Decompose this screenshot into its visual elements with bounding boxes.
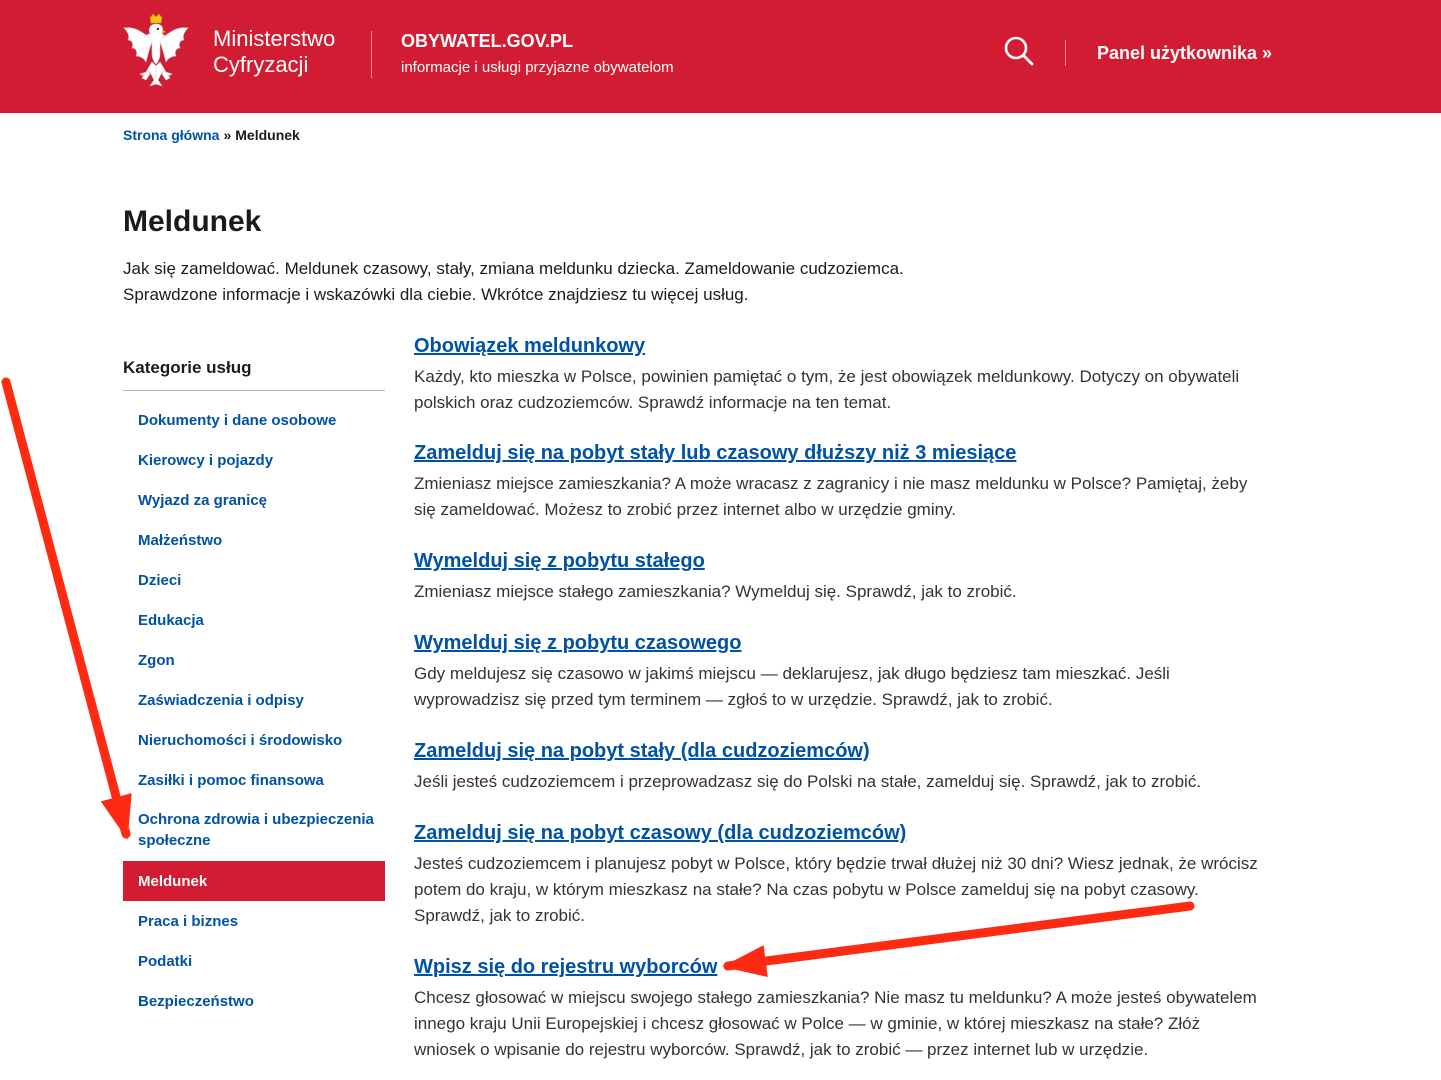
header-divider <box>1065 40 1066 66</box>
breadcrumb-current: Meldunek <box>235 127 300 143</box>
intro-line: Sprawdzone informacje i wskazówki dla ciebie. Wkrótce znajdziesz tu więcej usług. <box>123 285 749 304</box>
sidebar-item-zaświadczenia-i-odpisy[interactable]: Zaświadczenia i odpisy <box>138 691 304 709</box>
service-description: Chcesz głosować w miejscu swojego stałego zamieszkania? Nie masz tu meldunku? A może jesteś obywatelem innego kraju Unii Europejskiej i chcesz głosować w Polce — w gminie, w której mieszkasz na stałe? Złóż wniosek o wpisanie do rejestru wyborców. Sprawdź, jak to zrobić — przez internet lub w urzędzie. <box>414 988 1257 1059</box>
service-title-link[interactable]: Obowiązek meldunkowy <box>414 335 646 357</box>
service-title-link[interactable]: Wymelduj się z pobytu stałego <box>414 550 705 572</box>
service-description: Zmieniasz miejsce zamieszkania? A może wracasz z zagranicy i nie masz meldunku w Polsce? Pamiętaj, żeby się zameldować. Możesz to zrobić przez internet albo w urzędzie gminy. <box>414 474 1248 519</box>
service-item <box>414 547 1264 605</box>
sidebar-item-wyjazd-za-granicę[interactable]: Wyjazd za granicę <box>138 491 267 509</box>
service-item <box>414 953 1264 1063</box>
portal-name: OBYWATEL.GOV.PL <box>401 31 574 51</box>
site-header <box>0 0 1441 113</box>
user-panel-link[interactable]: Panel użytkownika » <box>1097 43 1273 63</box>
service-item <box>414 332 1264 416</box>
search-icon <box>1002 34 1036 68</box>
service-description: Zmieniasz miejsce stałego zamieszkania? Wymelduj się. Sprawdź, jak to zrobić. <box>414 582 1017 601</box>
sidebar-item-zasiłki-i-pomoc-finansowa[interactable]: Zasiłki i pomoc finansowa <box>138 771 324 789</box>
breadcrumb <box>123 126 300 144</box>
breadcrumb-separator: » <box>223 127 232 143</box>
service-item <box>414 819 1264 929</box>
sidebar-item-dokumenty-i-dane-osobowe[interactable]: Dokumenty i dane osobowe <box>138 411 337 429</box>
sidebar-item-nieruchomości-i-środowisko[interactable]: Nieruchomości i środowisko <box>138 731 343 749</box>
sidebar-item-kierowcy-i-pojazdy[interactable]: Kierowcy i pojazdy <box>138 451 274 469</box>
sidebar-item-podatki[interactable]: Podatki <box>138 952 193 970</box>
service-title-link[interactable]: Zamelduj się na pobyt stały (dla cudzoziemców) <box>414 740 870 762</box>
service-item <box>414 629 1264 713</box>
breadcrumb-home-link[interactable]: Strona główna <box>123 127 220 143</box>
search-button[interactable] <box>1002 34 1036 68</box>
service-description: Gdy meldujesz się czasowo w jakimś miejscu — deklarujesz, jak długo będziesz tam mieszkać. Jeśli wyprowadzisz się przed tym terminem — zgłoś to w urzędzie. Sprawdź, jak to zrobić. <box>414 664 1170 709</box>
sidebar-item-małżeństwo[interactable]: Małżeństwo <box>138 531 223 549</box>
service-item <box>414 737 1264 795</box>
service-title-link[interactable]: Zamelduj się na pobyt stały lub czasowy dłuższy niż 3 miesiące <box>414 442 1017 464</box>
service-description: Jeśli jesteś cudzoziemcem i przeprowadzasz się do Polski na stałe, zamelduj się. Sprawdź, jak to zrobić. <box>414 772 1202 791</box>
portal-brand[interactable] <box>401 30 674 78</box>
header-divider <box>371 31 372 78</box>
service-description: Jesteś cudzoziemcem i planujesz pobyt w Polsce, który będzie trwał dłużej niż 30 dni? Wiesz jednak, że wrócisz potem do kraju, w którym mieszkasz na stałe? Na czas pobytu w Polsce zamelduj się na pobyt czasowy. Sprawdź, jak to zrobić. <box>414 854 1258 925</box>
sidebar-item-ochrona-zdrowia-i-ubezpieczenia-społeczne[interactable]: Ochrona zdrowia i ubezpieczenia społeczne <box>138 811 374 849</box>
sidebar-item-bezpieczeństwo[interactable]: Bezpieczeństwo <box>138 992 254 1010</box>
ministry-line1: Ministerstwo <box>213 26 336 51</box>
sidebar-item-edukacja[interactable]: Edukacja <box>138 611 204 629</box>
ministry-name[interactable] <box>213 26 335 78</box>
page-title: Meldunek <box>123 205 262 238</box>
service-title-link[interactable]: Zamelduj się na pobyt czasowy (dla cudzoziemców) <box>414 822 907 844</box>
sidebar-item-meldunek[interactable]: Meldunek <box>123 861 385 901</box>
sidebar-item-praca-i-biznes[interactable]: Praca i biznes <box>138 912 239 930</box>
category-sidebar <box>123 356 385 1021</box>
polish-eagle-logo[interactable] <box>122 14 190 88</box>
service-title-link[interactable]: Wpisz się do rejestru wyborców <box>414 956 718 978</box>
service-title-link[interactable]: Wymelduj się z pobytu czasowego <box>414 632 742 654</box>
category-list <box>123 400 385 1021</box>
sidebar-item-zgon[interactable]: Zgon <box>138 651 175 669</box>
ministry-line2: Cyfryzacji <box>213 52 309 77</box>
sidebar-title: Kategorie usług <box>123 356 385 391</box>
sidebar-item-dzieci[interactable]: Dzieci <box>138 571 182 589</box>
intro-line: Jak się zameldować. Meldunek czasowy, stały, zmiana meldunku dziecka. Zameldowanie cudzoziemca. <box>123 259 904 278</box>
page-intro <box>123 256 1023 308</box>
portal-tagline: informacje i usługi przyjazne obywatelom <box>401 59 674 76</box>
annotation-arrow-sidebar-shaft <box>6 382 126 834</box>
service-description: Każdy, kto mieszka w Polsce, powinien pamiętać o tym, że jest obowiązek meldunkowy. Dotyczy on obywateli polskich oraz cudzoziemców. Sprawdź informacje na ten temat. <box>414 367 1240 412</box>
service-item <box>414 439 1264 523</box>
